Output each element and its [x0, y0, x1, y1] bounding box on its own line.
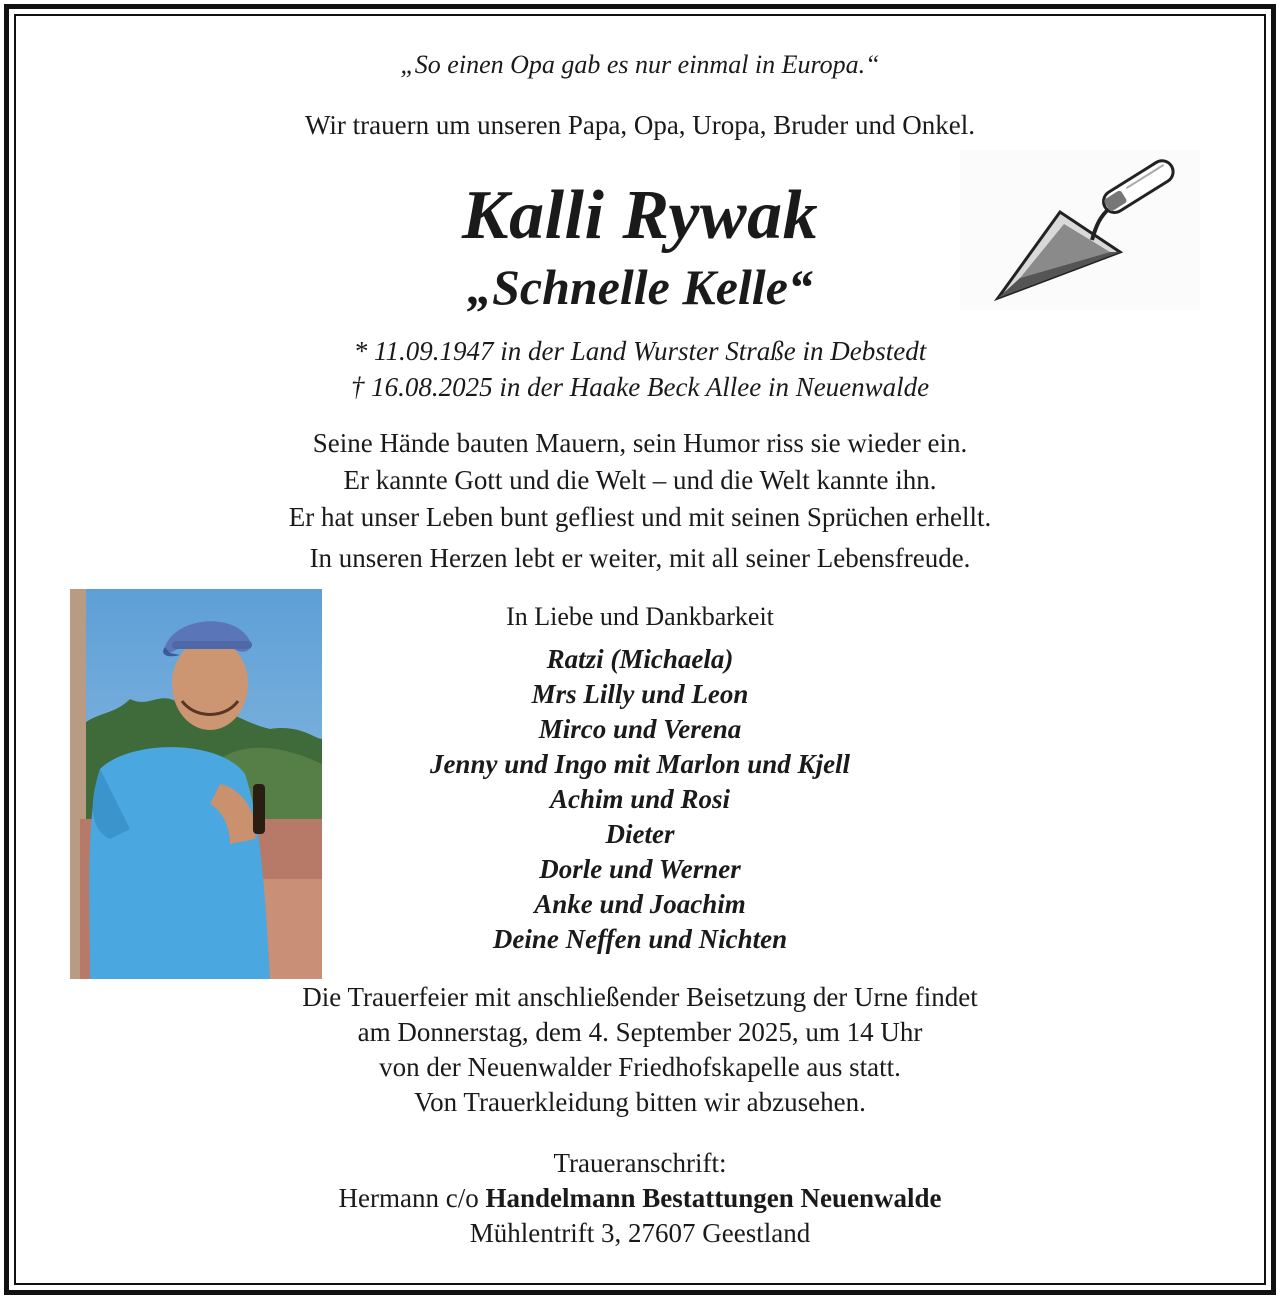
thanks-line: In Liebe und Dankbarkeit — [506, 602, 774, 631]
family-member: Dorle und Werner — [539, 854, 741, 884]
ceremony-line: Die Trauerfeier mit anschließender Beisetzung der Urne findet — [302, 982, 978, 1012]
ceremony-line: von der Neuenwalder Friedhofskapelle aus statt. — [379, 1052, 901, 1082]
family-member: Mirco und Verena — [538, 714, 742, 744]
verse-line: In unseren Herzen lebt er weiter, mit all seiner Lebensfreude. — [309, 543, 971, 573]
address-label: Traueranschrift: — [553, 1148, 727, 1178]
family-list — [0, 642, 1280, 957]
nickname: „Schnelle Kelle“ — [467, 259, 813, 315]
verse-line: Er hat unser Leben bunt gefliest und mit seinen Sprüchen erhellt. — [288, 502, 992, 532]
memorial-verse — [0, 425, 1280, 577]
family-member: Dieter — [605, 819, 675, 849]
ceremony-line: am Donnerstag, dem 4. September 2025, um 14 Uhr — [357, 1017, 923, 1047]
mourning-address — [0, 1146, 1280, 1251]
address-company: Handelmann Bestattungen Neuenwalde — [485, 1183, 942, 1213]
address-street: Mühlentrift 3, 27607 Geestland — [469, 1218, 811, 1248]
ceremony-line: Von Trauerkleidung bitten wir abzusehen. — [414, 1087, 866, 1117]
address-recipient — [0, 1181, 1280, 1216]
verse-line: Er kannte Gott und die Welt – und die Welt kannte ihn. — [343, 465, 937, 495]
family-member: Deine Neffen und Nichten — [492, 924, 788, 954]
family-member: Achim und Rosi — [549, 784, 731, 814]
death-date: † 16.08.2025 in der Haake Beck Allee in Neuenwalde — [350, 372, 930, 402]
opening-quote: „So einen Opa gab es nur einmal in Europa.“ — [400, 50, 880, 79]
life-dates — [0, 333, 1280, 405]
intro-line: Wir trauern um unseren Papa, Opa, Uropa, Bruder und Onkel. — [305, 110, 975, 140]
family-member: Anke und Joachim — [534, 889, 746, 919]
family-member: Ratzi (Michaela) — [546, 644, 734, 674]
trowel-illustration — [960, 150, 1200, 310]
birth-date: * 11.09.1947 in der Land Wurster Straße in Debstedt — [353, 336, 927, 366]
family-member: Mrs Lilly und Leon — [531, 679, 749, 709]
verse-line: Seine Hände bauten Mauern, sein Humor riss sie wieder ein. — [312, 428, 968, 458]
deceased-name: Kalli Rywak — [461, 177, 819, 254]
family-member: Jenny und Ingo mit Marlon und Kjell — [429, 749, 851, 779]
address-prefix: Hermann c/o — [338, 1183, 486, 1213]
ceremony-details — [0, 980, 1280, 1120]
